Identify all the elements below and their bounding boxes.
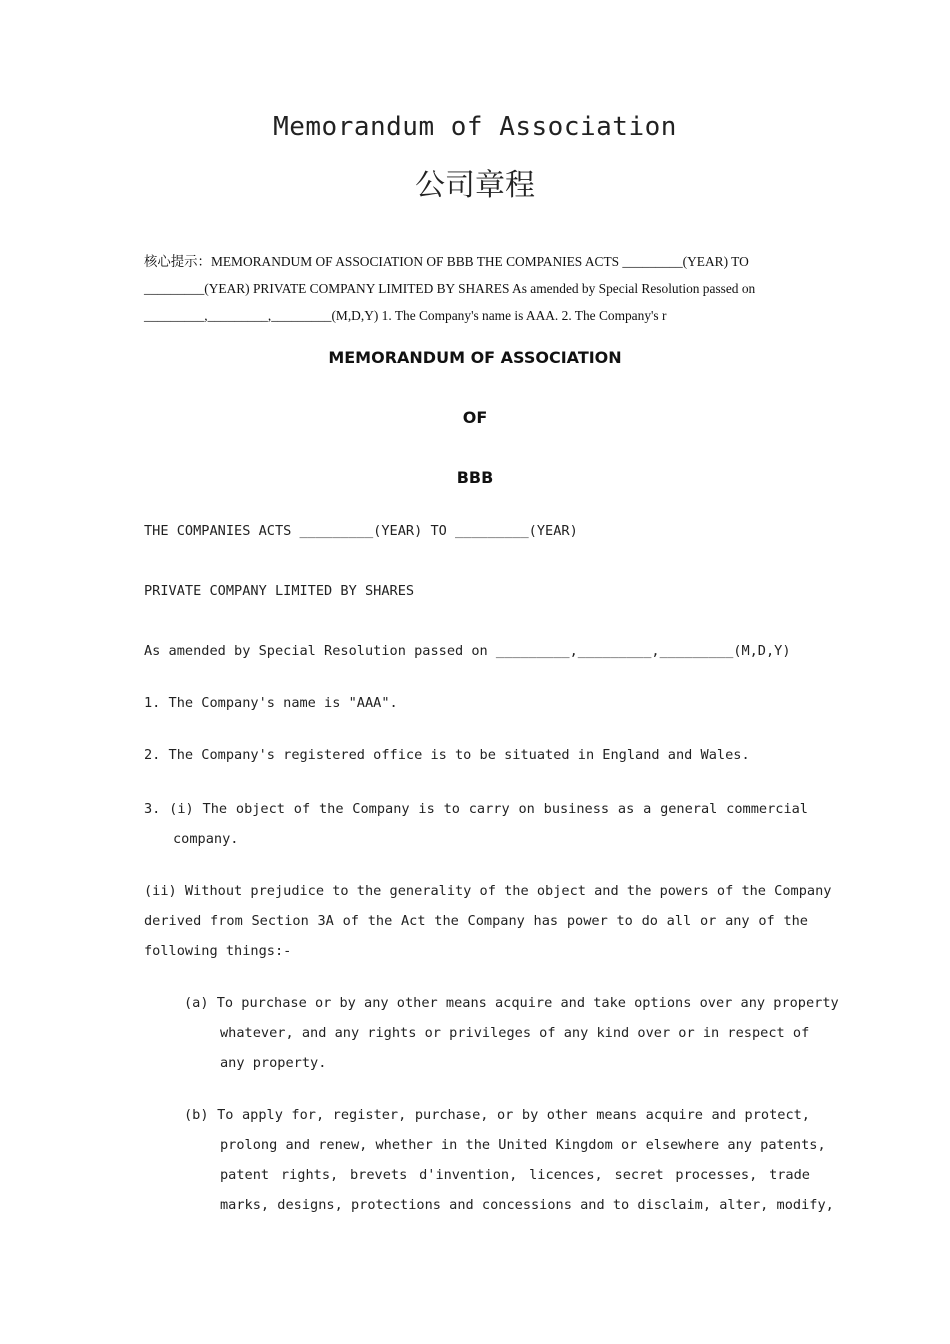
clause-line: (ii) Without prejudice to the generality of the object and the powers of the Company [144,883,832,899]
hint-line: 核心提示：MEMORANDUM OF ASSOCIATION OF BBB THE COMPANIES ACTS _________(YEAR) TO [144,254,749,269]
amended-resolution-line: As amended by Special Resolution passed on _________,_________,_________(M,D,Y) [144,643,791,659]
clause-3ii-powers [144,876,832,966]
clause-2-office: 2. The Company's registered office is to be situated in England and Wales. [144,747,750,763]
clause-line: derived from Section 3A of the Act the Company has power to do all or any of the [144,913,808,929]
hint-line: _________,_________,_________(M,D,Y) 1. The Company's name is AAA. 2. The Company's r [144,308,667,323]
clause-line: (b) To apply for, register, purchase, or by other means acquire and protect, [184,1107,810,1123]
document-title-english: Memorandum of Association [273,112,677,142]
clause-b-patents [184,1100,834,1220]
companies-acts-line: THE COMPANIES ACTS _________(YEAR) TO _________(YEAR) [144,523,578,539]
heading-of: OF [462,408,488,427]
hint-line: _________(YEAR) PRIVATE COMPANY LIMITED BY SHARES As amended by Special Resolution passed on [144,281,756,296]
document-title-chinese: 公司章程 [415,168,535,203]
clause-3i-object [144,794,808,854]
clause-a-purchase [184,988,839,1078]
clause-line: 3. (i) The object of the Company is to carry on business as a general commercial [144,801,808,817]
clause-line: marks, designs, protections and concessions and to disclaim, alter, modify, [220,1197,834,1213]
clause-line: whatever, and any rights or privileges of any kind over or in respect of [220,1025,810,1041]
company-type-line: PRIVATE COMPANY LIMITED BY SHARES [144,583,415,599]
clause-line: company. [173,831,239,847]
heading-company-name: BBB [456,468,494,487]
clause-line: (a) To purchase or by any other means acquire and take options over any property [184,995,839,1011]
clause-line: patent rights, brevets d'invention, licences, secret processes, trade [220,1167,810,1183]
clause-1-name: 1. The Company's name is "AAA". [144,695,398,711]
clause-line: any property. [220,1055,327,1071]
hint-label: 核心提示： [144,254,211,269]
clause-line: following things:- [144,943,292,959]
heading-memorandum: MEMORANDUM OF ASSOCIATION [328,348,622,367]
summary-hint [144,248,814,329]
clause-line: prolong and renew, whether in the United Kingdom or elsewhere any patents, [220,1137,826,1153]
